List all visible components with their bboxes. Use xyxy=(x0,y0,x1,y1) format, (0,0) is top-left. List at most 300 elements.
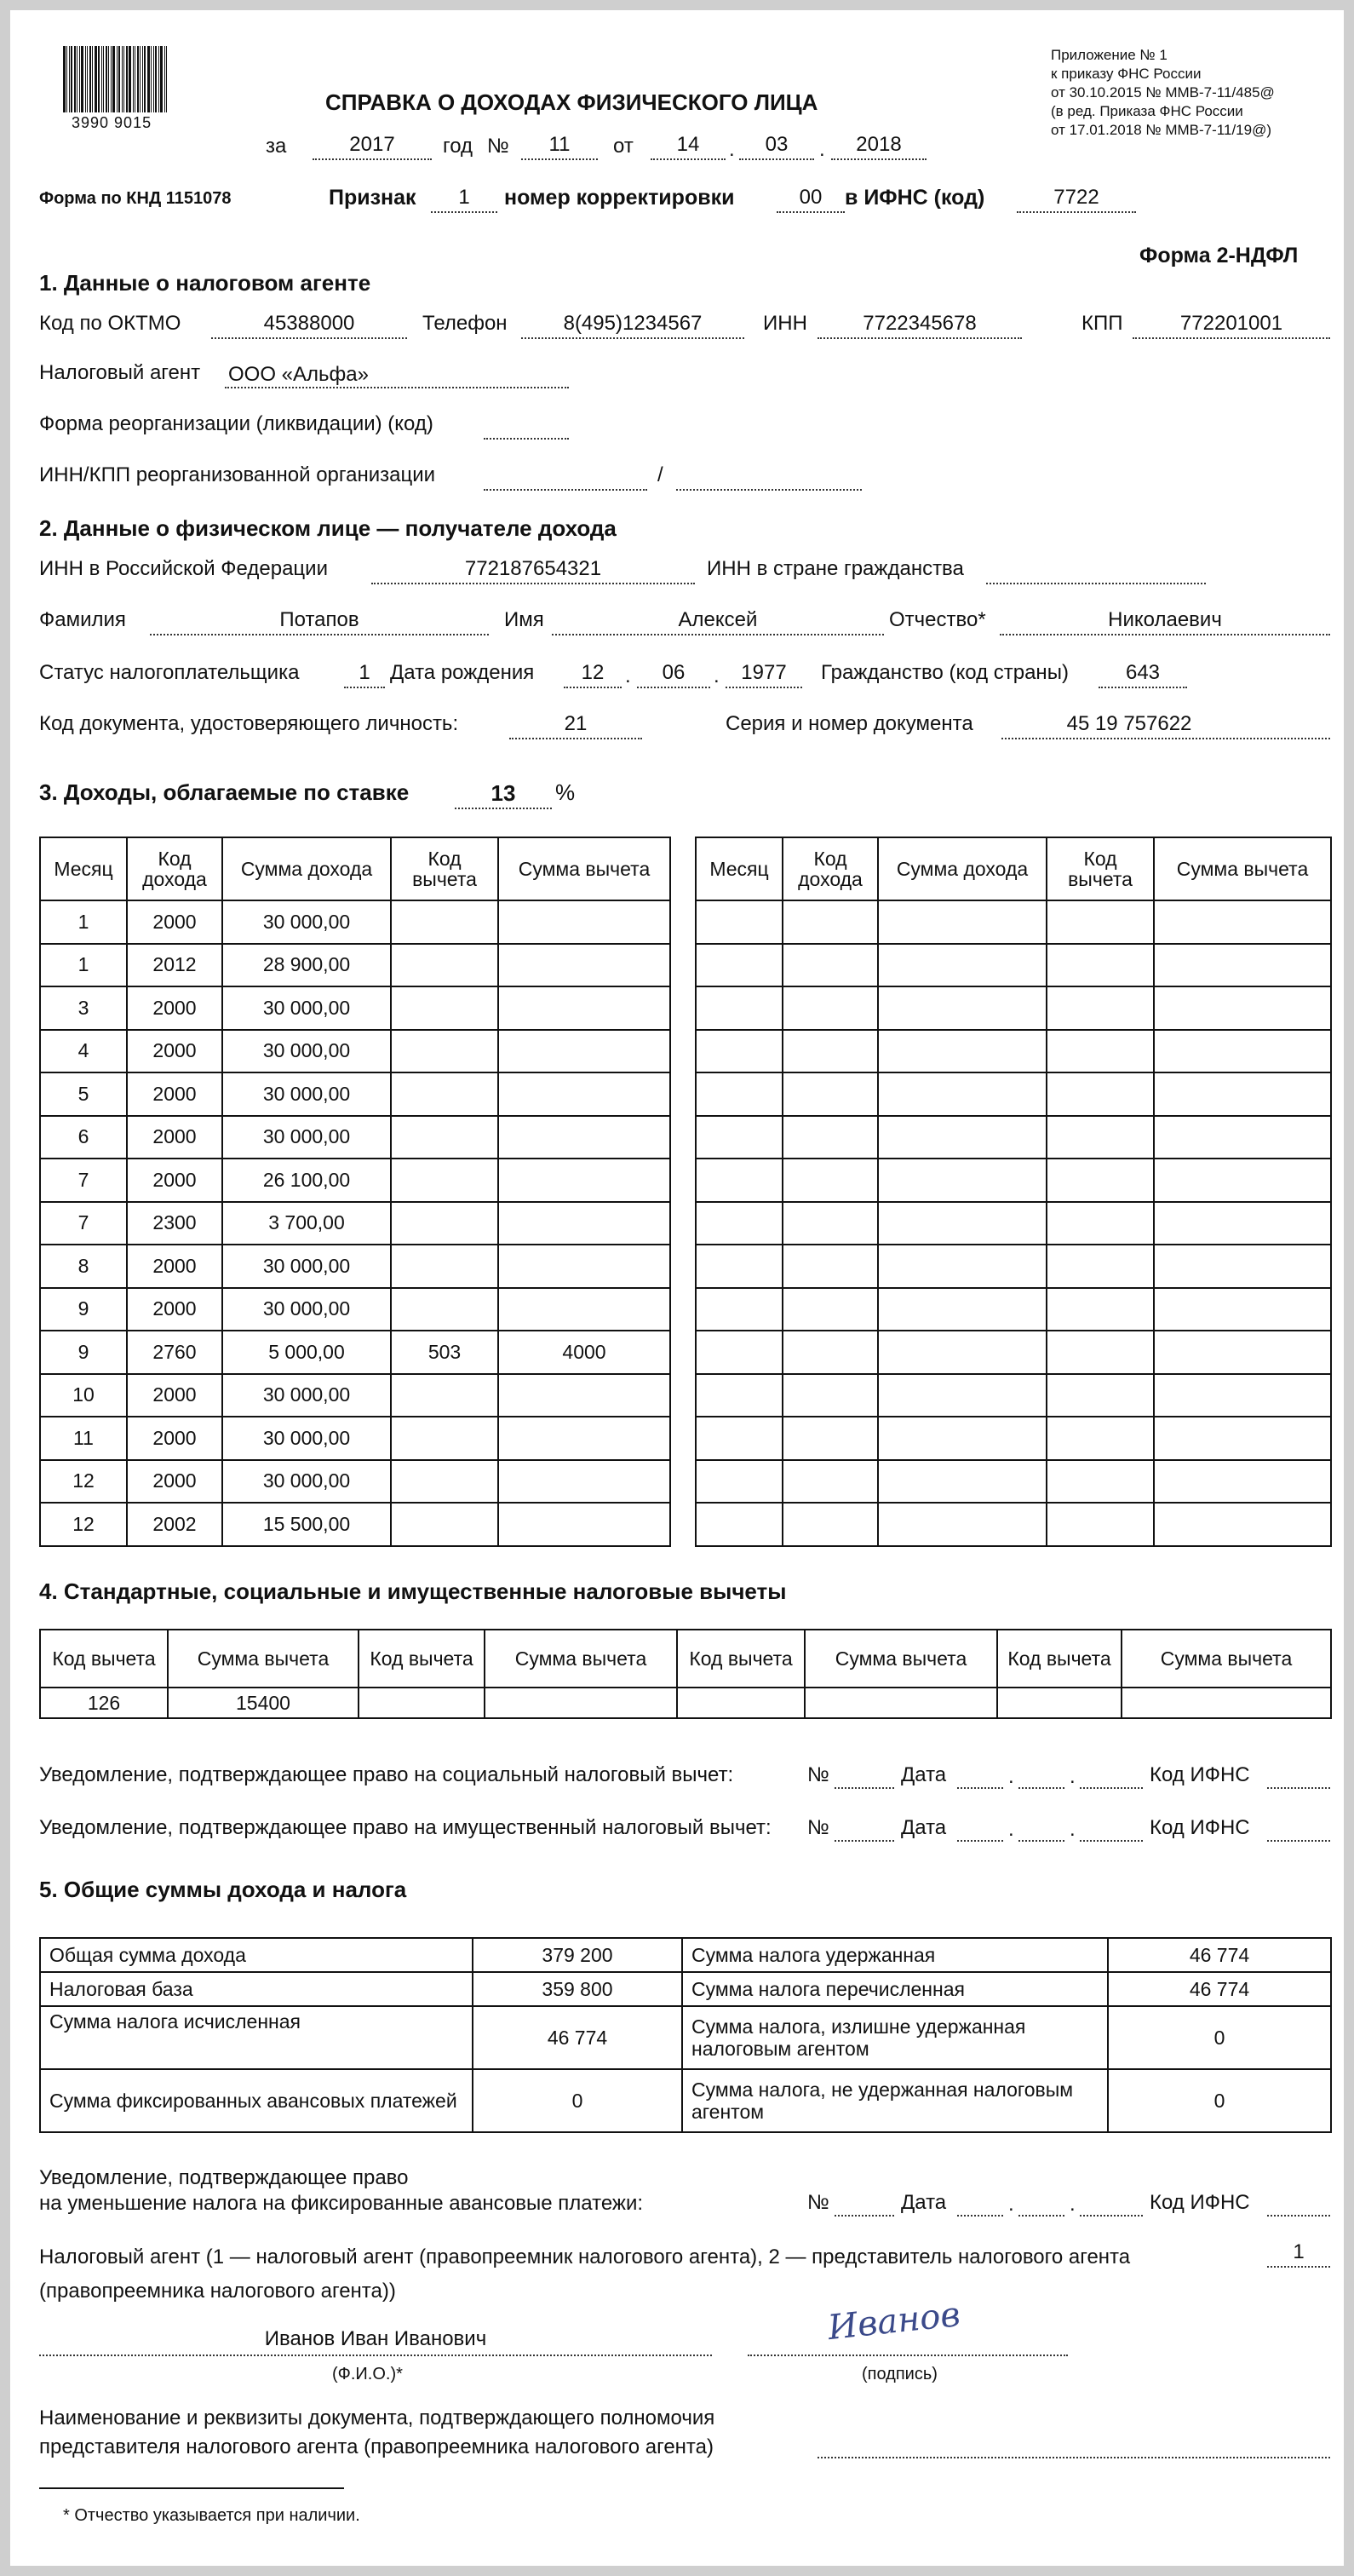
social-notice-label: Уведомление, подтверждающее право на социальный налоговый вычет: xyxy=(39,1763,734,1786)
cell xyxy=(498,944,670,987)
table-row xyxy=(40,1460,670,1504)
tax-calculated-label: Сумма налога исчисленная xyxy=(40,2006,473,2069)
cell xyxy=(1154,1288,1331,1331)
cell xyxy=(878,1202,1047,1245)
barcode-bar xyxy=(153,46,154,112)
barcode-bar xyxy=(117,46,118,112)
cell xyxy=(878,1245,1047,1288)
header-income-sum: Сумма дохода xyxy=(878,837,1047,900)
barcode-bar xyxy=(92,46,93,112)
cell xyxy=(1154,1245,1331,1288)
barcode-bar xyxy=(166,46,167,112)
tax-base-value: 359 800 xyxy=(473,1972,682,2006)
table-row xyxy=(696,1460,1331,1504)
notice-number-sign: № xyxy=(807,2191,829,2214)
cell xyxy=(696,944,783,987)
cell xyxy=(1154,1503,1331,1546)
notice-ifns-label: Код ИФНС xyxy=(1150,1763,1250,1786)
total-income-label: Общая сумма дохода xyxy=(40,1938,473,1972)
cell: 2000 xyxy=(127,1116,222,1159)
cell xyxy=(1047,1374,1154,1417)
birth-year: 1977 xyxy=(741,661,787,684)
cell xyxy=(1154,1202,1331,1245)
cell: 1 xyxy=(40,900,127,944)
cell: 4 xyxy=(40,1030,127,1073)
cell: 7 xyxy=(40,1202,127,1245)
cell xyxy=(783,944,878,987)
cell: 15 500,00 xyxy=(222,1503,391,1546)
barcode-bar xyxy=(158,46,159,112)
header-deduction-code: Код вычета xyxy=(677,1630,805,1688)
tax-overwithheld-value: 0 xyxy=(1108,2006,1331,2069)
barcode xyxy=(63,46,187,112)
cell xyxy=(783,1030,878,1073)
barcode-bar xyxy=(160,46,163,112)
barcode-bar xyxy=(87,46,88,112)
cell: 4000 xyxy=(498,1331,670,1374)
cell: 30 000,00 xyxy=(222,1072,391,1116)
cell xyxy=(391,1072,498,1116)
barcode-bar xyxy=(108,46,109,112)
cell xyxy=(783,1331,878,1374)
table-row xyxy=(40,1417,670,1460)
header-deduction-code: Код вычета xyxy=(997,1630,1122,1688)
table-row xyxy=(40,1972,1331,2006)
cell: 30 000,00 xyxy=(222,1374,391,1417)
cell: 2002 xyxy=(127,1503,222,1546)
table-row xyxy=(696,1288,1331,1331)
footnote: * Отчество указывается при наличии. xyxy=(63,2506,360,2525)
barcode-bar xyxy=(106,46,107,112)
status-value: 1 xyxy=(359,661,370,684)
cell xyxy=(696,1116,783,1159)
table-row xyxy=(40,1688,1331,1718)
notice-ifns-label: Код ИФНС xyxy=(1150,2191,1250,2214)
barcode-bar xyxy=(89,46,91,112)
section4-title: 4. Стандартные, социальные и имущественные налоговые вычеты xyxy=(39,1578,787,1604)
table-row xyxy=(40,1331,670,1374)
cell xyxy=(783,1417,878,1460)
barcode-bar xyxy=(122,46,123,112)
table-row xyxy=(696,1245,1331,1288)
cell xyxy=(783,1202,878,1245)
cell xyxy=(1154,1116,1331,1159)
header-deduction-code: Код вычета xyxy=(1047,837,1154,900)
table-row xyxy=(696,1374,1331,1417)
date-year: 2018 xyxy=(856,133,902,156)
property-notice-label: Уведомление, подтверждающее право на имущественный налоговый вычет: xyxy=(39,1816,772,1839)
phone-label: Телефон xyxy=(422,312,508,335)
section5-title: 5. Общие суммы дохода и налога xyxy=(39,1877,407,1902)
cell xyxy=(696,1460,783,1504)
cell xyxy=(696,1202,783,1245)
surname-value: Потапов xyxy=(279,608,359,631)
header-income-code: Код дохода xyxy=(783,837,878,900)
cell xyxy=(1154,1460,1331,1504)
cell xyxy=(391,1245,498,1288)
inn-rf-value: 772187654321 xyxy=(464,557,602,580)
table-row xyxy=(696,1202,1331,1245)
cell: 2000 xyxy=(127,1245,222,1288)
cell xyxy=(696,1288,783,1331)
agent-value: ООО «Альфа» xyxy=(228,363,369,386)
barcode-number: 3990 9015 xyxy=(72,114,152,131)
barcode-bar xyxy=(140,46,141,112)
cell xyxy=(783,1374,878,1417)
cell: 30 000,00 xyxy=(222,1245,391,1288)
cell: 3 xyxy=(40,986,127,1030)
cell xyxy=(783,1072,878,1116)
signer-name: Иванов Иван Иванович xyxy=(264,2327,487,2350)
cell xyxy=(1047,986,1154,1030)
cell: 10 xyxy=(40,1374,127,1417)
cell: 1 xyxy=(40,944,127,987)
table-row xyxy=(40,1202,670,1245)
table-row xyxy=(40,1030,670,1073)
cell: 2000 xyxy=(127,986,222,1030)
form-name: Форма 2-НДФЛ xyxy=(1139,244,1299,267)
barcode-bar xyxy=(66,46,67,112)
table-row xyxy=(40,1374,670,1417)
birth-month: 06 xyxy=(662,661,686,684)
god-label: год xyxy=(443,135,473,158)
cell xyxy=(391,1030,498,1073)
signature: Иванов xyxy=(826,2294,962,2349)
cell xyxy=(696,1072,783,1116)
appendix-note: Приложение № 1 к приказу ФНС России от 30.10.2015 № ММВ-7-11/485@ (в ред. Приказа ФНС России от 17.01.2018 № ММВ-7-11/19@) xyxy=(1051,47,1275,138)
cell xyxy=(696,1245,783,1288)
signature-caption: (подпись) xyxy=(862,2365,938,2383)
cell xyxy=(498,986,670,1030)
za-label: за xyxy=(266,135,287,158)
fixed-advance-value: 0 xyxy=(473,2069,682,2132)
fixed-advance-label: Сумма фиксированных авансовых платежей xyxy=(40,2069,473,2132)
inn-value: 7722345678 xyxy=(863,312,977,335)
date-day: 14 xyxy=(676,133,700,156)
fio-caption: (Ф.И.О.)* xyxy=(332,2365,403,2383)
reorg-inn-label: ИНН/КПП реорганизованной организации xyxy=(39,463,436,486)
cell: 5 000,00 xyxy=(222,1331,391,1374)
oktmo-value: 45388000 xyxy=(263,312,355,335)
table-row xyxy=(696,1116,1331,1159)
header-month: Месяц xyxy=(40,837,127,900)
barcode-bar xyxy=(103,46,104,112)
header-deduction-sum: Сумма вычета xyxy=(168,1630,359,1688)
section2-title: 2. Данные о физическом лице — получателе дохода xyxy=(39,515,617,541)
cell xyxy=(391,944,498,987)
barcode-bar xyxy=(126,46,128,112)
cell xyxy=(696,986,783,1030)
barcode-bar xyxy=(133,46,134,112)
cell xyxy=(391,1460,498,1504)
table-row xyxy=(696,1503,1331,1546)
cell xyxy=(878,1503,1047,1546)
cell xyxy=(498,1116,670,1159)
table-row xyxy=(696,1072,1331,1116)
priznak-label: Признак xyxy=(329,186,416,210)
table-row xyxy=(40,1159,670,1202)
barcode-bar xyxy=(101,46,102,112)
barcode-bar xyxy=(142,46,143,112)
notice-date-label: Дата xyxy=(901,1763,947,1786)
deductions-table xyxy=(39,1629,1332,1719)
cell xyxy=(783,1503,878,1546)
cell xyxy=(1047,900,1154,944)
patronymic-label: Отчество* xyxy=(889,608,986,631)
cell xyxy=(1047,944,1154,987)
cell: 2000 xyxy=(127,1374,222,1417)
table-row xyxy=(696,1159,1331,1202)
year-value: 2017 xyxy=(349,133,395,156)
table-row xyxy=(40,900,670,944)
barcode-bar xyxy=(74,46,76,112)
cell: 30 000,00 xyxy=(222,1417,391,1460)
cell: 30 000,00 xyxy=(222,900,391,944)
cell xyxy=(1047,1331,1154,1374)
cell xyxy=(498,1288,670,1331)
cell xyxy=(391,1374,498,1417)
cell xyxy=(391,986,498,1030)
cell: 30 000,00 xyxy=(222,986,391,1030)
inn-label: ИНН xyxy=(763,312,807,335)
date-month: 03 xyxy=(765,133,789,156)
cell: 30 000,00 xyxy=(222,1460,391,1504)
cell xyxy=(1154,900,1331,944)
cell xyxy=(805,1688,997,1718)
barcode-bar xyxy=(71,46,72,112)
cell xyxy=(878,1374,1047,1417)
total-income-value: 379 200 xyxy=(473,1938,682,1972)
cell xyxy=(696,1331,783,1374)
cell: 2000 xyxy=(127,1072,222,1116)
agent-type-label: Налоговый агент (1 — налоговый агент (правопреемник налогового агента), 2 — представитель налогового агента (правопреемника налогового агента)) xyxy=(39,2245,1131,2303)
table-row xyxy=(696,1030,1331,1073)
cell xyxy=(391,1116,498,1159)
header-month: Месяц xyxy=(696,837,783,900)
citizenship-label: Гражданство (код страны) xyxy=(821,661,1069,684)
cell: 503 xyxy=(391,1331,498,1374)
header-deduction-sum: Сумма вычета xyxy=(498,837,670,900)
cell xyxy=(696,1159,783,1202)
cell xyxy=(878,1288,1047,1331)
reorg-label: Форма реорганизации (ликвидации) (код) xyxy=(39,412,433,435)
cell: 11 xyxy=(40,1417,127,1460)
cell: 28 900,00 xyxy=(222,944,391,987)
table-row xyxy=(40,1116,670,1159)
barcode-bar xyxy=(98,46,100,112)
barcode-bar xyxy=(81,46,83,112)
cell xyxy=(783,1460,878,1504)
section3-title: 3. Доходы, облагаемые по ставке xyxy=(39,779,410,805)
cell: 26 100,00 xyxy=(222,1159,391,1202)
inn-foreign-label: ИНН в стране гражданства xyxy=(707,557,964,580)
cell: 2000 xyxy=(127,900,222,944)
citizenship-value: 643 xyxy=(1125,661,1161,684)
name-label: Имя xyxy=(504,608,544,631)
cell: 30 000,00 xyxy=(222,1030,391,1073)
cell xyxy=(1154,1417,1331,1460)
cell xyxy=(783,986,878,1030)
kpp-label: КПП xyxy=(1081,312,1123,335)
cell xyxy=(783,1159,878,1202)
table-row xyxy=(696,944,1331,987)
barcode-bar xyxy=(111,46,112,112)
cell: 15400 xyxy=(168,1688,359,1718)
cell xyxy=(359,1688,485,1718)
table-row xyxy=(40,1245,670,1288)
cell xyxy=(1047,1116,1154,1159)
inn-rf-label: ИНН в Российской Федерации xyxy=(39,557,328,580)
cell xyxy=(498,900,670,944)
cell: 2760 xyxy=(127,1331,222,1374)
table-row xyxy=(696,986,1331,1030)
table-row xyxy=(40,944,670,987)
ifns-value: 7722 xyxy=(1053,186,1099,209)
tax-calculated-value: 46 774 xyxy=(473,2006,682,2069)
barcode-bar xyxy=(95,46,97,112)
table-row xyxy=(696,1331,1331,1374)
cell xyxy=(878,1159,1047,1202)
tax-withheld-label: Сумма налога удержанная xyxy=(682,1938,1108,1972)
cell xyxy=(391,1288,498,1331)
barcode-bar xyxy=(112,46,115,112)
table-row xyxy=(696,1417,1331,1460)
cell xyxy=(878,1072,1047,1116)
income-table-left xyxy=(39,837,671,1547)
doc-code-label: Код документа, удостоверяющего личность: xyxy=(39,712,459,735)
barcode-bar xyxy=(147,46,150,112)
cell xyxy=(783,1245,878,1288)
cell xyxy=(391,1159,498,1202)
header-deduction-sum: Сумма вычета xyxy=(805,1630,997,1688)
cell xyxy=(498,1202,670,1245)
kpp-value: 772201001 xyxy=(1179,312,1283,335)
barcode-bar xyxy=(144,46,146,112)
cell xyxy=(1154,1072,1331,1116)
correction-value: 00 xyxy=(799,186,823,209)
cell xyxy=(391,1202,498,1245)
cell: 2000 xyxy=(127,1417,222,1460)
birth-label: Дата рождения xyxy=(390,661,535,684)
cell xyxy=(1154,1159,1331,1202)
priznak-value: 1 xyxy=(458,186,470,209)
cell xyxy=(391,1417,498,1460)
birth-day: 12 xyxy=(581,661,605,684)
cell: 12 xyxy=(40,1503,127,1546)
cell xyxy=(1047,1245,1154,1288)
tax-base-label: Налоговая база xyxy=(40,1972,473,2006)
barcode-bar xyxy=(123,46,124,112)
cell xyxy=(878,1116,1047,1159)
barcode-bar xyxy=(164,46,165,112)
header-deduction-sum: Сумма вычета xyxy=(485,1630,677,1688)
cell xyxy=(1122,1688,1331,1718)
cell: 12 xyxy=(40,1460,127,1504)
doc-number-label: Серия и номер документа xyxy=(726,712,973,735)
cell xyxy=(391,1503,498,1546)
footnote-rule xyxy=(39,2487,344,2489)
cell xyxy=(1154,1331,1331,1374)
cell: 5 xyxy=(40,1072,127,1116)
tax-not-withheld-label: Сумма налога, не удержанная налоговым агентом xyxy=(682,2069,1108,2132)
cell: 2000 xyxy=(127,1030,222,1073)
surname-label: Фамилия xyxy=(39,608,126,631)
cell: 9 xyxy=(40,1331,127,1374)
tax-withheld-value: 46 774 xyxy=(1108,1938,1331,1972)
cell: 2300 xyxy=(127,1202,222,1245)
form-sheet: 3990 9015 СПРАВКА О ДОХОДАХ ФИЗИЧЕСКОГО ЛИЦА за 2017 год № 11 от 14 . 03 . 2018 Приложение № 1 к приказу ФНС России от 30.10.2015 № ММВ-7-11/485@ (в ред. Приказа ФНС России от 17.01.2018 № ММВ-7-11/19@) Форма по КНД 1151078 Признак 1 номер корректировки 00 в ИФНС (код) 7722 Форма 2-НДФЛ 1. Данные о налоговом агенте Код по ОКТМО 45388000 Телефон 8(495)1234567 ИНН 7722345678 КПП 772201001 Налоговый агент ООО «Альфа» Форма реорганизации (ликвидации) (код) ИНН/КПП реорганизованной организации / 2. Данные о физическом лице — получателе дохода ИНН в Российской Федерации 772187654321 ИНН в стране гражданства Фамилия Потапов Имя Алексей Отчество* Николаевич Статус налогоплательщика 1 Дата рождения 12 . 06 . 1977 Гражданство (код страны) 643 Код документа, удостоверяющего личность: 21 Серия и номер документа 45 19 757622 3. Доходы, облагаемые по ставке 13 % Месяц Код дохода Сумма дохода Код вычета Сумма вычета 1 2000 30 000,00 1 2012 28 900,00 3 2000 30 000,00 4 2000 30 000,00 5 2000 30 000,00 6 2000 30 000,00 7 2000 26 100,00 7 2300 3 700,00 8 2000 30 000,00 9 2000 30 000,00 9 2760 5 000,00 503 4000 10 2000 30 000,00 11 2000 30 000,00 12 2000 30 000,00 12 2002 15 500,00 Месяц Код дохода Сумма дохода Код вычета Сумма вычета 4. Стандартные, социальные и имущественные налоговые вычеты Код вычета Сумма вычета Код вычета Сумма вычета Код вычета Сумма вычета Код вычета Сумма вычета 126 15400 Уведомление, подтверждающее право на социальный налоговый вычет: № Дата . . Код ИФНС Уведомление, подтверждающее право на имущественный налоговый вычет: № Дата . . Код ИФНС 5. Общие суммы дохода и налога Общая сумма дохода 379 200 Сумма налога удержанная 46 774 Налоговая база 359 800 Сумма налога перечисленная 46 774 Сумма налога исчисленная 46 774 Сумма налога, излишне удержанная налоговым агентом 0 Сумма фиксированных авансовых платежей 0 Сумма налога, не удержанная налоговым агентом 0 Уведомление, подтверждающее право на уменьшение налога на фиксированные авансовые платежи: № Дата . . Код ИФНС Налоговый агент (1 — налоговый агент (правопреемник налогового агента), 2 — представитель налогового агента (правопреемника налогового агента)) 1 Иванов Иван Иванович (Ф.И.О.)* Иванов (подпись) Наименование и реквизиты документа, подтверждающего полномочия представителя налогового агента (правопреемника налогового агента) * Отчество указывается при наличии. xyxy=(10,10,1344,2566)
totals-table xyxy=(39,1937,1332,2133)
cell xyxy=(1047,1072,1154,1116)
table-row xyxy=(696,900,1331,944)
barcode-bar xyxy=(118,46,120,112)
authority-doc-label: Наименование и реквизиты документа, подтверждающего полномочия представителя налогового агента (правопреемника налогового агента) xyxy=(39,2406,715,2458)
table-row xyxy=(40,1288,670,1331)
cell xyxy=(1047,1288,1154,1331)
barcode-bar xyxy=(129,46,131,112)
tax-transferred-label: Сумма налога перечисленная xyxy=(682,1972,1108,2006)
table-row xyxy=(40,2006,1331,2069)
notice-date-label: Дата xyxy=(901,2191,947,2214)
cell xyxy=(498,1159,670,1202)
cell xyxy=(696,1374,783,1417)
cell xyxy=(485,1688,677,1718)
notice-ifns-label: Код ИФНС xyxy=(1150,1816,1250,1839)
cell xyxy=(498,1417,670,1460)
agent-label: Налоговый агент xyxy=(39,361,201,384)
cell: 2000 xyxy=(127,1288,222,1331)
name-value: Алексей xyxy=(678,608,758,631)
ot-label: от xyxy=(613,135,634,158)
cell xyxy=(878,986,1047,1030)
form-title: СПРАВКА О ДОХОДАХ ФИЗИЧЕСКОГО ЛИЦА xyxy=(325,89,818,115)
cell: 2000 xyxy=(127,1159,222,1202)
ifns-label: в ИФНС (код) xyxy=(845,186,985,210)
cell xyxy=(498,1030,670,1073)
barcode-bar xyxy=(137,46,139,112)
table-row xyxy=(40,1938,1331,1972)
cell xyxy=(677,1688,805,1718)
cell xyxy=(1047,1202,1154,1245)
cell: 7 xyxy=(40,1159,127,1202)
cell xyxy=(878,1417,1047,1460)
tax-not-withheld-value: 0 xyxy=(1108,2069,1331,2132)
agent-type-value: 1 xyxy=(1293,2240,1305,2263)
cell xyxy=(1047,1030,1154,1073)
header-income-code: Код дохода xyxy=(127,837,222,900)
cell: 2012 xyxy=(127,944,222,987)
cell xyxy=(1154,944,1331,987)
header-deduction-sum: Сумма вычета xyxy=(1154,837,1331,900)
cell xyxy=(1154,1374,1331,1417)
header-deduction-code: Код вычета xyxy=(359,1630,485,1688)
barcode-bar xyxy=(155,46,157,112)
slash: / xyxy=(657,463,663,486)
cell xyxy=(696,900,783,944)
phone-value: 8(495)1234567 xyxy=(563,312,703,335)
cell xyxy=(878,1460,1047,1504)
notice-number-sign: № xyxy=(807,1763,829,1786)
cell xyxy=(391,900,498,944)
cell xyxy=(498,1072,670,1116)
cell xyxy=(498,1245,670,1288)
cell xyxy=(878,1030,1047,1073)
number-sign: № xyxy=(487,135,509,158)
notice-number-sign: № xyxy=(807,1816,829,1839)
cell xyxy=(696,1417,783,1460)
barcode-bar xyxy=(85,46,86,112)
table-row xyxy=(40,1503,670,1546)
